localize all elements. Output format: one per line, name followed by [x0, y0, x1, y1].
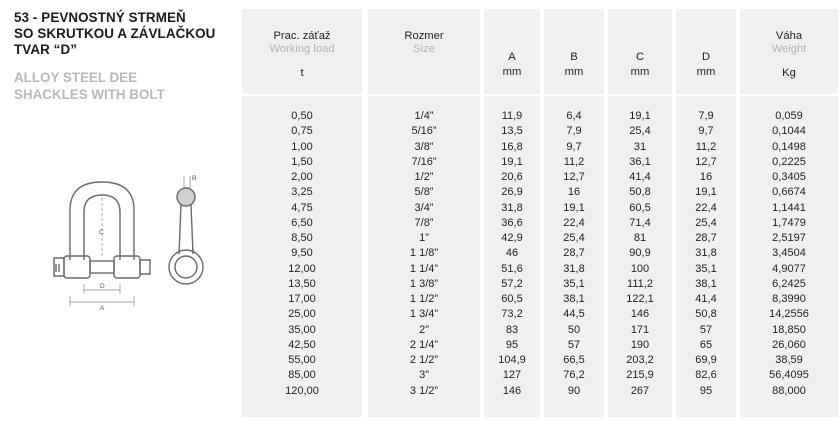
- table-cell: 2”: [419, 323, 429, 336]
- table-cell: 1,7479: [772, 216, 806, 229]
- table-cell: 5/8”: [414, 186, 434, 199]
- header-divider: [368, 94, 480, 96]
- table-cell: 146: [630, 308, 650, 321]
- header-letter: D: [701, 51, 711, 63]
- table-cell: 22,4: [563, 216, 585, 229]
- header-unit: mm: [502, 66, 522, 78]
- table-cell: 12,7: [695, 155, 717, 168]
- table-cell: 4,9077: [772, 262, 806, 275]
- table-cell: 81: [633, 232, 647, 244]
- table-cell: 0,6674: [772, 186, 806, 199]
- table-cell: 11,9: [501, 110, 523, 122]
- table-cell: 25,4: [629, 125, 651, 138]
- table-cell: 3/4”: [414, 201, 434, 214]
- table-cell: 9,7: [698, 125, 714, 138]
- header-divider: [242, 94, 362, 96]
- table-cell: 12,00: [288, 262, 316, 275]
- table-cell: 28,7: [695, 232, 717, 244]
- bolt-shank: [90, 261, 114, 273]
- header-divider: [740, 94, 838, 96]
- table-cell: 6,2425: [772, 277, 806, 290]
- table-cell: 1 3/8”: [409, 277, 439, 290]
- header-divider: [676, 94, 736, 96]
- table-cell: 17,00: [288, 293, 316, 305]
- table-cell: 12,7: [563, 171, 585, 183]
- table-cell: 95: [699, 384, 713, 397]
- table-cell: 8,3990: [772, 293, 806, 305]
- table-cell: 0,059: [775, 110, 803, 122]
- table-cell: 0,75: [291, 125, 313, 138]
- header-label-czech: Rozmer: [404, 30, 444, 42]
- table-cell: 1 1/2”: [409, 293, 439, 305]
- table-cell: 1 1/8”: [409, 247, 439, 260]
- table-cell: 2 1/2”: [409, 354, 439, 366]
- table-cell: 190: [630, 338, 650, 351]
- table-cell: 19,1: [563, 201, 585, 214]
- table-cell: 90: [567, 384, 581, 397]
- table-cell: 31: [633, 140, 647, 153]
- table-cell: 1/4”: [414, 110, 434, 122]
- header-unit: Kg: [782, 67, 796, 79]
- table-cell: 25,00: [288, 308, 316, 321]
- table-cell: 0,1044: [772, 125, 806, 138]
- table-cell: 65: [699, 338, 713, 351]
- table-cell: 26,9: [501, 186, 523, 199]
- table-cell: 38,59: [775, 354, 803, 366]
- column-d: [676, 9, 736, 417]
- table-cell: 31,8: [501, 201, 523, 214]
- shackle-drawing: [40, 168, 225, 318]
- header-divider: [544, 94, 604, 96]
- table-cell: 7,9: [698, 110, 714, 122]
- table-cell: 57: [567, 338, 581, 351]
- header-letter: B: [570, 51, 578, 63]
- table-cell: 76,2: [563, 369, 585, 382]
- table-cell: 85,00: [288, 369, 316, 382]
- header-unit: mm: [564, 66, 584, 78]
- table-cell: 13,50: [288, 277, 316, 290]
- table-cell: 31,8: [695, 247, 717, 260]
- table-cell: 60,5: [501, 293, 523, 305]
- table-cell: 50,8: [695, 308, 717, 321]
- table-cell: 50,8: [629, 186, 651, 199]
- table-cell: 3”: [419, 369, 429, 382]
- table-cell: 1,50: [291, 155, 313, 168]
- table-cell: 57,2: [501, 277, 523, 290]
- table-cell: 11,2: [563, 155, 585, 168]
- table-cell: 42,50: [288, 338, 316, 351]
- header-unit: mm: [696, 66, 716, 78]
- dimension-label-c: C: [99, 229, 104, 236]
- table-cell: 0,3405: [772, 171, 806, 183]
- table-cell: 25,4: [563, 232, 585, 244]
- table-cell: 267: [630, 384, 650, 397]
- header-weight: [740, 9, 838, 91]
- header-working-load: [242, 9, 362, 91]
- table-cell: 1,00: [291, 140, 313, 153]
- table-cell: 38,1: [695, 277, 717, 290]
- table-cell: 122,1: [626, 293, 654, 305]
- table-cell: 7/16”: [411, 155, 437, 168]
- table-cell: 60,5: [629, 201, 651, 214]
- table-cell: 0,50: [291, 110, 313, 122]
- table-cell: 88,000: [772, 384, 806, 397]
- table-cell: 16: [567, 186, 581, 199]
- table-cell: 3,4504: [772, 247, 806, 260]
- product-title-english: ALLOY STEEL DEE SHACKLES WITH BOLT: [14, 70, 165, 102]
- column-c: [608, 9, 672, 417]
- table-cell: 71,4: [629, 216, 651, 229]
- dimension-label-a: A: [100, 305, 105, 312]
- header-unit: mm: [630, 66, 650, 78]
- table-cell: 7/8”: [414, 216, 434, 229]
- table-cell: 120,00: [285, 384, 319, 397]
- table-cell: 69,9: [695, 354, 717, 366]
- table-cell: 9,50: [291, 247, 313, 260]
- table-cell: 35,1: [563, 277, 585, 290]
- column-weight: [740, 9, 838, 417]
- table-cell: 16: [699, 171, 713, 183]
- shackle-eye-left: [64, 256, 90, 278]
- table-cell: 13,5: [501, 125, 523, 138]
- table-cell: 83: [505, 323, 519, 336]
- table-cell: 36,6: [501, 216, 523, 229]
- table-cell: 41,4: [629, 171, 651, 183]
- header-c: [608, 9, 672, 91]
- table-cell: 6,4: [566, 110, 582, 122]
- table-cell: 26,060: [772, 338, 806, 351]
- header-a: [484, 9, 540, 91]
- table-cell: 3/8”: [414, 140, 434, 153]
- shackle-eye-right: [114, 256, 140, 278]
- header-label-english: Weight: [771, 43, 807, 55]
- table-cell: 19,1: [695, 186, 717, 199]
- table-cell: 104,9: [498, 354, 526, 366]
- column-size: [368, 9, 480, 417]
- column-b: [544, 9, 604, 417]
- specification-table: [242, 9, 840, 417]
- table-cell: 44,5: [563, 308, 585, 321]
- header-size: [368, 9, 480, 91]
- table-cell: 95: [505, 338, 519, 351]
- table-cell: 11,2: [695, 140, 717, 153]
- table-cell: 8,50: [291, 232, 313, 244]
- table-cell: 2 1/4”: [409, 338, 439, 351]
- table-cell: 9,7: [566, 140, 582, 153]
- table-cell: 56,4095: [769, 369, 809, 382]
- table-cell: 5/16”: [411, 125, 437, 138]
- header-letter: C: [635, 51, 645, 63]
- table-cell: 2,5197: [772, 232, 806, 244]
- table-cell: 215,9: [626, 369, 654, 382]
- dimension-label-b: B: [192, 175, 197, 182]
- table-cell: 66,5: [563, 354, 585, 366]
- table-cell: 16,8: [501, 140, 523, 153]
- header-letter: A: [508, 51, 516, 63]
- header-label-czech: Prac. záťaž: [273, 30, 331, 42]
- table-cell: 1/2”: [414, 171, 434, 183]
- table-cell: 35,00: [288, 323, 316, 336]
- header-label-english: Size: [413, 43, 435, 55]
- table-cell: 19,1: [501, 155, 523, 168]
- table-cell: 90,9: [629, 247, 651, 260]
- table-cell: 42,9: [501, 232, 523, 244]
- table-cell: 55,00: [288, 354, 316, 366]
- table-cell: 1,1441: [772, 201, 806, 214]
- dimension-label-d: D: [100, 283, 105, 290]
- header-divider: [484, 94, 540, 96]
- table-cell: 203,2: [626, 354, 654, 366]
- table-cell: 36,1: [629, 155, 651, 168]
- table-cell: 0,2225: [772, 155, 806, 168]
- shackle-side-view: [169, 188, 203, 284]
- bolt-head: [140, 260, 150, 274]
- table-cell: 51,6: [501, 262, 523, 275]
- table-cell: 4,75: [291, 201, 313, 214]
- table-cell: 31,8: [563, 262, 585, 275]
- table-cell: 0,1498: [772, 140, 806, 153]
- table-cell: 100: [630, 262, 650, 275]
- table-cell: 1 1/4”: [409, 262, 439, 275]
- header-label-czech: Váha: [775, 30, 803, 42]
- table-cell: 22,4: [695, 201, 717, 214]
- header-label-english: Working load: [269, 43, 335, 55]
- table-cell: 82,6: [695, 369, 717, 382]
- table-cell: 171: [630, 323, 650, 336]
- header-b: [544, 9, 604, 91]
- table-cell: 14,2556: [769, 308, 809, 321]
- table-cell: 41,4: [695, 293, 717, 305]
- header-unit: t: [300, 67, 304, 79]
- table-cell: 3 1/2”: [409, 384, 439, 397]
- table-cell: 57: [699, 323, 713, 336]
- table-cell: 1”: [419, 232, 429, 244]
- table-cell: 1 3/4”: [409, 308, 439, 321]
- table-cell: 2,00: [291, 171, 313, 183]
- product-title-czech: 53 - PEVNOSTNÝ STRMEŇ SO SKRUTKOU A ZÁVLAČKOU TVAR “D”: [14, 10, 216, 57]
- table-cell: 18,850: [772, 323, 806, 336]
- table-cell: 3,25: [291, 186, 313, 199]
- table-cell: 6,50: [291, 216, 313, 229]
- table-cell: 127: [502, 369, 522, 382]
- table-cell: 25,4: [695, 216, 717, 229]
- column-a: [484, 9, 540, 417]
- table-cell: 35,1: [695, 262, 717, 275]
- header-d: [676, 9, 736, 91]
- title-block: [14, 10, 242, 103]
- table-cell: 111,2: [627, 277, 653, 290]
- table-cell: 50: [567, 323, 581, 336]
- header-divider: [608, 94, 672, 96]
- table-cell: 46: [505, 247, 519, 260]
- table-cell: 28,7: [563, 247, 585, 260]
- table-cell: 20,6: [501, 171, 523, 183]
- table-cell: 19,1: [629, 110, 651, 122]
- table-cell: 73,2: [501, 308, 523, 321]
- table-cell: 146: [502, 384, 522, 397]
- table-cell: 38,1: [563, 293, 585, 305]
- table-cell: 7,9: [566, 125, 582, 138]
- column-working-load: [242, 9, 362, 417]
